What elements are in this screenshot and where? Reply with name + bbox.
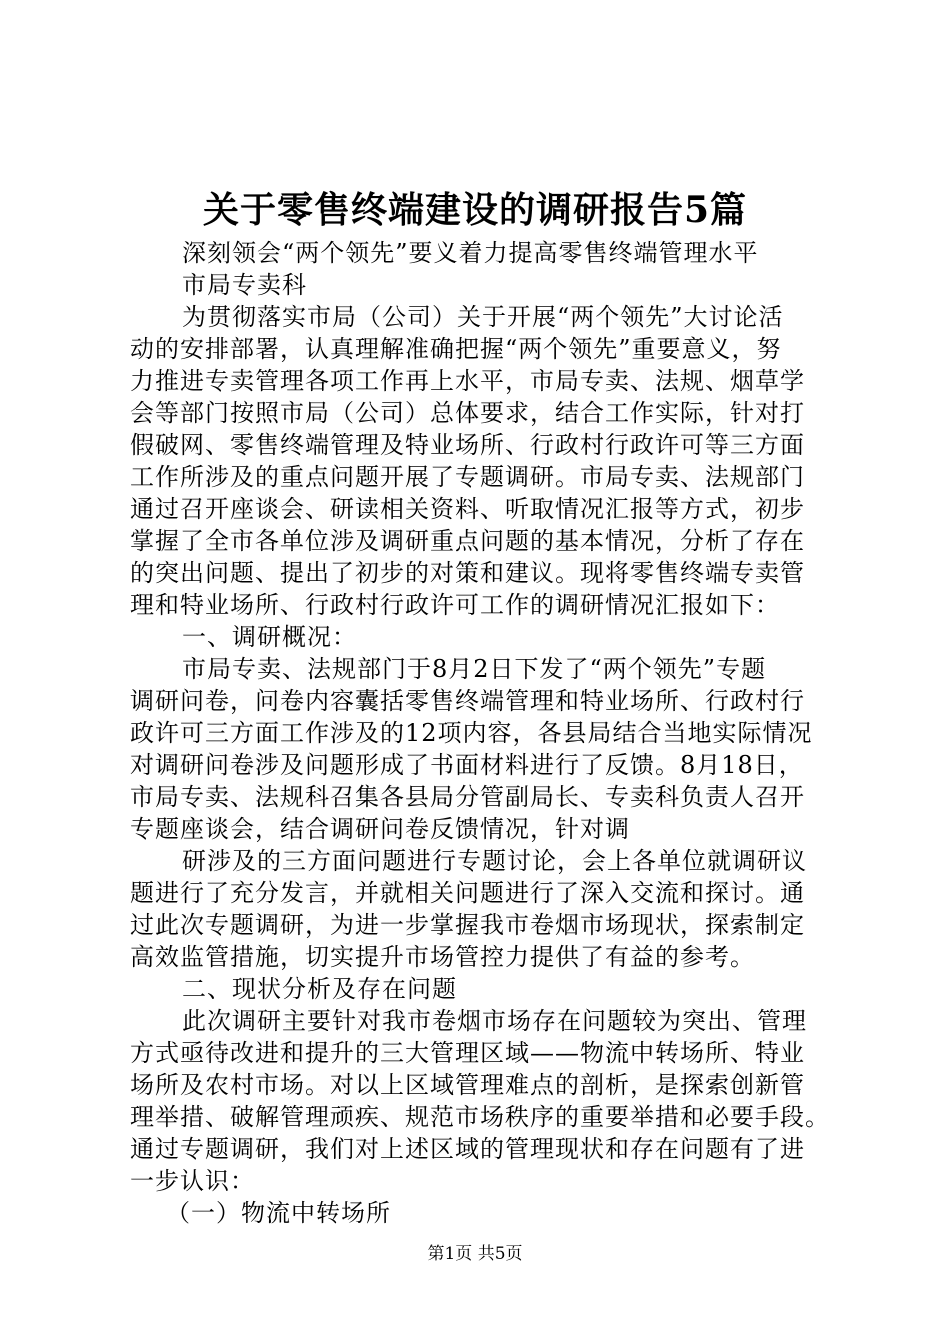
body-line: 工作所涉及的重点问题开展了专题调研。市局专卖、法规部门 — [130, 463, 805, 491]
body-line: 此次调研主要针对我市卷烟市场存在问题较为突出、管理 — [182, 1007, 807, 1035]
section-heading: 一、调研概况： — [182, 623, 357, 651]
body-line: 场所及农村市场。对以上区域管理难点的剖析，是探索创新管 — [130, 1071, 805, 1099]
document-author: 市局专卖科 — [182, 271, 307, 299]
body-line: 通过专题调研，我们对上述区域的管理现状和存在问题有了进 — [130, 1135, 805, 1163]
body-line: 会等部门按照市局（公司）总体要求，结合工作实际，针对打 — [130, 399, 805, 427]
body-line: 通过召开座谈会、研读相关资料、听取情况汇报等方式，初步 — [130, 495, 805, 523]
body-line: 题进行了充分发言，并就相关问题进行了深入交流和探讨。通 — [130, 879, 805, 907]
body-line: 理和特业场所、行政村行政许可工作的调研情况汇报如下： — [130, 591, 780, 619]
body-line: 假破网、零售终端管理及特业场所、行政村行政许可等三方面 — [130, 431, 805, 459]
body-line: 市局专卖、法规科召集各县局分管副局长、专卖科负责人召开 — [130, 783, 805, 811]
body-line: 研涉及的三方面问题进行专题讨论，会上各单位就调研议 — [182, 847, 807, 875]
body-line: 方式亟待改进和提升的三大管理区域——物流中转场所、特业 — [130, 1039, 805, 1067]
body-line: 政许可三方面工作涉及的12项内容，各县局结合当地实际情况 — [130, 719, 813, 747]
page-footer: 第1页 共5页 — [427, 1244, 523, 1264]
subsection-heading: （一）物流中转场所 — [166, 1199, 391, 1227]
section-heading: 二、现状分析及存在问题 — [182, 975, 457, 1003]
body-line: 高效监管措施，切实提升市场管控力提供了有益的参考。 — [130, 943, 755, 971]
body-line: 调研问卷，问卷内容囊括零售终端管理和特业场所、行政村行 — [130, 687, 805, 715]
body-line: 一步认识： — [130, 1167, 255, 1195]
body-line: 力推进专卖管理各项工作再上水平，市局专卖、法规、烟草学 — [130, 367, 805, 395]
document-subtitle: 深刻领会“两个领先”要义着力提高零售终端管理水平 — [182, 239, 759, 267]
document-title: 关于零售终端建设的调研报告5篇 — [202, 189, 748, 231]
body-line: 专题座谈会，结合调研问卷反馈情况，针对调 — [130, 815, 630, 843]
body-line: 理举措、破解管理顽疾、规范市场秩序的重要举措和必要手段。 — [130, 1103, 830, 1131]
body-line: 的突出问题、提出了初步的对策和建议。现将零售终端专卖管 — [130, 559, 805, 587]
body-line: 为贯彻落实市局（公司）关于开展“两个领先”大讨论活 — [182, 303, 784, 331]
body-line: 过此次专题调研，为进一步掌握我市卷烟市场现状，探索制定 — [130, 911, 805, 939]
body-line: 市局专卖、法规部门于8月2日下发了“两个领先”专题 — [182, 655, 767, 683]
body-line: 对调研问卷涉及问题形成了书面材料进行了反馈。8月18日， — [130, 751, 804, 779]
body-line: 掌握了全市各单位涉及调研重点问题的基本情况，分析了存在 — [130, 527, 805, 555]
body-line: 动的安排部署，认真理解准确把握“两个领先”重要意义，努 — [130, 335, 782, 363]
